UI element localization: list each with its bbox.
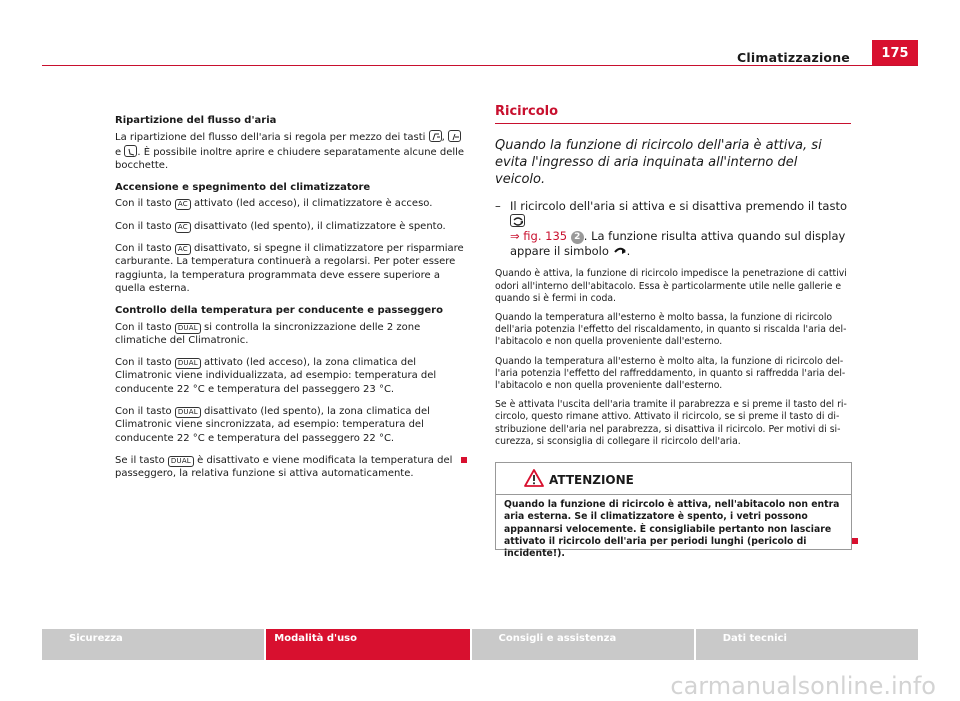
- airflow-windscreen-icon: [429, 130, 442, 142]
- warning-text: Quando la funzione di ricircolo è attiva, nell'abitacolo non entra aria esterna. Se il climatizzatore è spento, i vetri possono appannarsi velocemente. È consigliabile pertanto non lasciare attivato il ricircolo dell'aria per periodi lunghi (pericolo di incidente!).: [504, 499, 840, 560]
- airflow-heading: Ripartizione del flusso d'aria: [115, 115, 277, 126]
- footer-tab-modalita-uso[interactable]: Modalità d'uso: [266, 629, 469, 660]
- step-text: [510, 199, 851, 259]
- footer-tab-consigli-assistenza[interactable]: Consigli e assistenza: [472, 629, 694, 660]
- dual-key: DUAL: [175, 407, 201, 418]
- page-header: [42, 40, 918, 66]
- step-end: .: [626, 244, 631, 259]
- dual-p3-prefix: Con il tasto: [115, 406, 172, 418]
- warning-box: [495, 462, 852, 560]
- ac-p2-prefix: Con il tasto: [115, 220, 172, 232]
- header-rule: [42, 65, 918, 66]
- chapter-title: Climatizzazione: [737, 50, 850, 65]
- airflow-upper-icon: [448, 130, 461, 142]
- ac-p2-suffix: disattivato (led spento), il climatizzatore è spento.: [194, 220, 446, 232]
- dual-p4-prefix: Se il tasto: [115, 454, 165, 466]
- dual-p3-suffix: disattivato (led spento), la zona climatica del Climatronic viene sincronizzata, ad esempio: temperatura del conducente 22 °C e temperatura del passeggero 22 °C.: [115, 406, 430, 444]
- ac-heading: Accensione e spegnimento del climatizzatore: [115, 182, 371, 194]
- dual-paragraph-2: [115, 356, 467, 396]
- dual-paragraph-4: [115, 454, 467, 481]
- dual-p4-suffix: è disattivato e viene modificata la temperatura del passeggero, la relativa funzione si attiva automaticamente.: [115, 454, 453, 480]
- dual-key: DUAL: [175, 323, 201, 334]
- paragraph-4: Se è attivata l'uscita dell'aria tramite il parabrezza e si preme il tasto del ricircolo, questo rimane attivo. Attivato il ricircolo, se si preme il tasto di distribuzione dell'aria nel parabrezza, si disattiva il ricircolo. Per motivi di sicurezza, si sconsiglia di collegare il ricircolo dell'aria.: [495, 399, 847, 447]
- paragraph-3: Quando la temperatura all'esterno è molto alta, la funzione di ricircolo dell'aria potenzia l'effetto del raffreddamento, in quanto si raffredda l'aria dell'abitacolo e non quella proveniente dall'esterno.: [495, 355, 846, 391]
- footer-tab-dati-tecnici[interactable]: Dati tecnici: [696, 629, 918, 660]
- dual-paragraph-3: [115, 405, 467, 445]
- section-title: Ricircolo: [495, 105, 851, 124]
- section-intro: Quando la funzione di ricircolo dell'aria è attiva, si evita l'ingresso di aria inquinata all'interno del veicolo.: [495, 138, 822, 188]
- step-dash: –: [495, 199, 501, 214]
- ac-key: AC: [175, 244, 191, 255]
- dual-paragraph-1: [115, 321, 467, 348]
- ac-paragraph-3: [115, 242, 467, 295]
- figure-reference-link[interactable]: ⇒ fig. 135: [510, 229, 568, 244]
- dual-p1-prefix: Con il tasto: [115, 321, 172, 333]
- warning-header: [496, 463, 851, 495]
- right-column: [495, 104, 851, 455]
- ac-p1-prefix: Con il tasto: [115, 198, 172, 210]
- ac-paragraph-2: [115, 220, 467, 233]
- footer-navigation: [42, 629, 918, 660]
- section-end-marker: [461, 457, 467, 463]
- airflow-footwell-icon: [124, 145, 137, 157]
- ac-p3-prefix: Con il tasto: [115, 243, 172, 255]
- dual-key: DUAL: [175, 358, 201, 369]
- recirculation-icon: [510, 214, 525, 227]
- ac-paragraph-1: [115, 197, 467, 210]
- ac-key: AC: [175, 199, 191, 210]
- step-text-after: . La funzione risulta attiva quando sul display appare il simbolo: [510, 229, 846, 259]
- dual-key: DUAL: [168, 456, 194, 467]
- airflow-text-after: . È possibile inoltre aprire e chiudere separatamente alcune delle bocchette.: [115, 146, 465, 171]
- figure-callout-number: 2: [571, 231, 584, 244]
- ac-p1-suffix: attivato (led acceso), il climatizzatore è acceso.: [194, 198, 433, 210]
- separator-comma: ,: [441, 132, 445, 144]
- warning-triangle-icon: [524, 469, 544, 487]
- page-number: 175: [872, 40, 918, 66]
- left-column: [115, 114, 467, 490]
- dual-p1-suffix: si controlla la sincronizzazione delle 2 zone climatiche del Climatronic.: [115, 321, 421, 346]
- paragraph-2: Quando la temperatura all'esterno è molto bassa, la funzione di ricircolo dell'aria potenzia l'effetto del riscaldamento, in quanto si riscalda l'aria dell'abitacolo e non quella proveniente dall'esterno.: [495, 311, 847, 348]
- ac-key: AC: [175, 222, 191, 233]
- warning-label: ATTENZIONE: [549, 473, 634, 487]
- dual-p2-suffix: attivato (led acceso), la zona climatica del Climatronic viene individualizzata, ad esempio: temperatura del conducente 22 °C e temperatura del passeggero 23 °C.: [115, 357, 437, 395]
- dual-heading: Controllo della temperatura per conducente e passeggero: [115, 305, 443, 317]
- step-text-before: Il ricircolo dell'aria si attiva e si disattiva premendo il tasto: [510, 199, 847, 214]
- watermark: carmanualsonline.info: [670, 672, 936, 700]
- paragraph-1: Quando è attiva, la funzione di ricircolo impedisce la penetrazione di cattivi odori all'interno dell'abitacolo. Essa è particolarmente utile nelle gallerie e quando si è fermi in coda.: [495, 268, 847, 304]
- section-end-marker: [852, 538, 858, 544]
- airflow-text: La ripartizione del flusso dell'aria si regola per mezzo dei tasti: [115, 132, 426, 144]
- dual-p2-prefix: Con il tasto: [115, 357, 172, 369]
- ac-p3-suffix: disattivato, si spegne il climatizzatore per risparmiare carburante. La temperatura continuerà a regolarsi. Per poter essere raggiunta, la temperatura programmata deve essere superiore a quella esterna.: [115, 243, 464, 294]
- instruction-step: [495, 199, 851, 259]
- footer-tab-sicurezza[interactable]: Sicurezza: [42, 629, 264, 660]
- recirculation-symbol-icon: [613, 247, 627, 256]
- airflow-paragraph: [115, 130, 467, 172]
- separator-and: e: [115, 146, 122, 158]
